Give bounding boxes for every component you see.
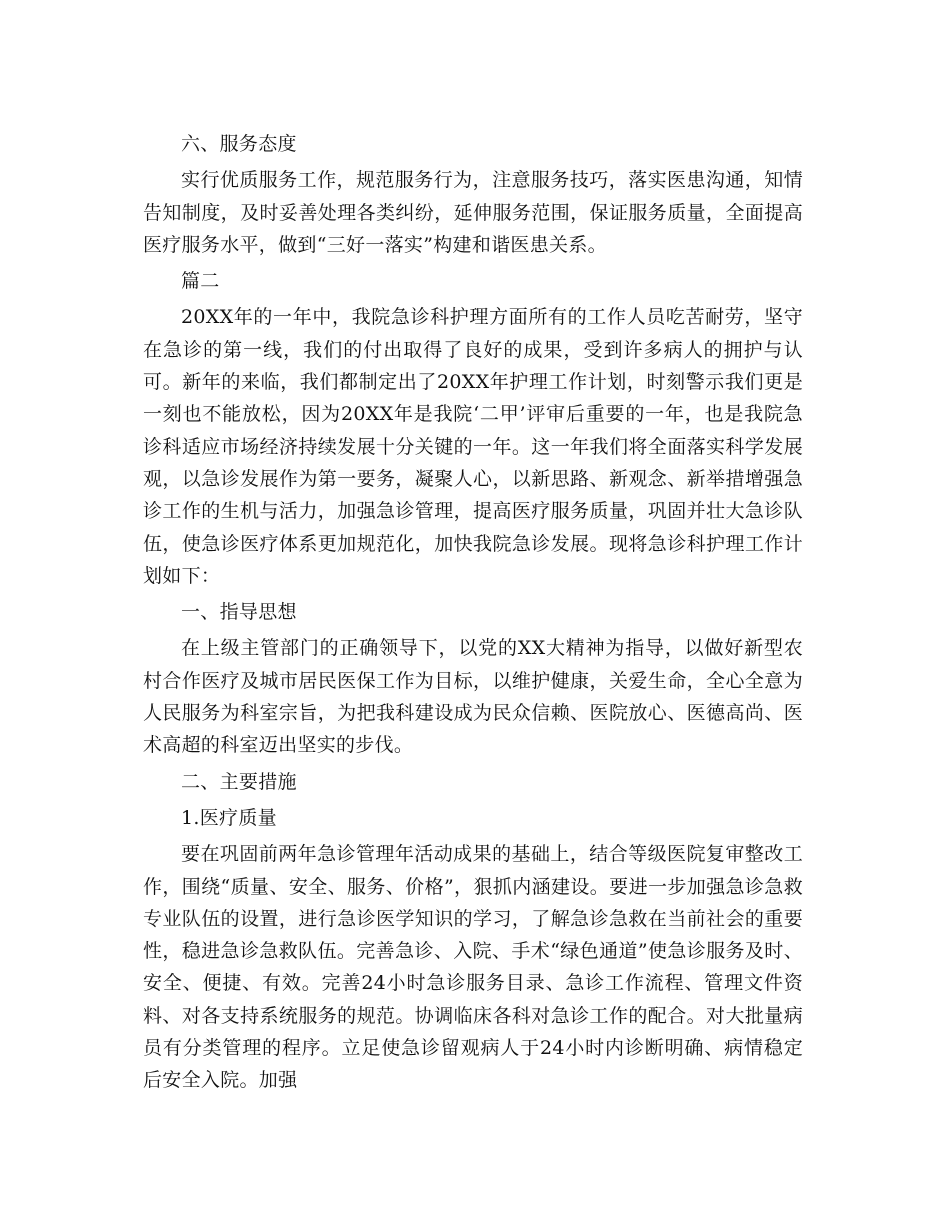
section-heading-part-two: 篇二 xyxy=(181,270,220,293)
paragraph-guiding-thought: 在上级主管部门的正确领导下，以党的XX大精神为指导，以做好新型农村合作医疗及城市居民医保工作为目标，以维护健康，关爱生命，全心全意为人民服务为科室宗旨，为把我科建设成为民众信赖、医院放心、医德高尚、医术高超的科室迈出坚实的步伐。 xyxy=(143,637,803,757)
paragraph-intro: 20XX年的一年中，我院急诊科护理方面所有的工作人员吃苦耐劳，坚守在急诊的第一线，我们的付出取得了良好的成果，受到许多病人的拥护与认可。新年的来临，我们都制定出了20XX年护理工作计划，时刻警示我们更是一刻也不能放松，因为20XX年是我院‘二甲’评审后重要的一年，也是我院急诊科适应市场经济持续发展十分关键的一年。这一年我们将全面落实科学发展观，以急诊发展作为第一要务，凝聚人心，以新思路、新观念、新举措增强急诊工作的生机与活力，加强急诊管理，提高医疗服务质量，巩固并壮大急诊队伍，使急诊医疗体系更加规范化，加快我院急诊发展。现将急诊科护理工作计划如下： xyxy=(143,306,803,587)
section-heading-main-measures: 二、主要措施 xyxy=(181,770,297,793)
paragraph-medical-quality: 要在巩固前两年急诊管理年活动成果的基础上，结合等级医院复审整改工作，围绕“质量、安全、服务、价格”，狠抓内涵建设。要进一步加强急诊急救专业队伍的设置，进行急诊医学知识的学习，了解急诊急救在当前社会的重要性，稳进急诊急救队伍。完善急诊、入院、手术“绿色通道”使急诊服务及时、安全、便捷、有效。完善24小时急诊服务目录、急诊工作流程、管理文件资料、对各支持系统服务的规范。协调临床各科对急诊工作的配合。对大批量病员有分类管理的程序。立足使急诊留观病人于24小时内诊断明确、病情稳定后安全入院。加强 xyxy=(143,843,803,1092)
document-body xyxy=(143,128,803,1097)
paragraph-service-attitude: 实行优质服务工作，规范服务行为，注意服务技巧，落实医患沟通，知情告知制度，及时妥善处理各类纠纷，延伸服务范围，保证服务质量，全面提高医疗服务水平，做到“三好一落实”构建和谐医患关系。 xyxy=(143,169,803,256)
subsection-heading-medical-quality: 1.医疗质量 xyxy=(181,806,277,829)
section-heading-service-attitude: 六、服务态度 xyxy=(181,133,297,155)
section-heading-guiding-thought: 一、指导思想 xyxy=(181,601,297,624)
